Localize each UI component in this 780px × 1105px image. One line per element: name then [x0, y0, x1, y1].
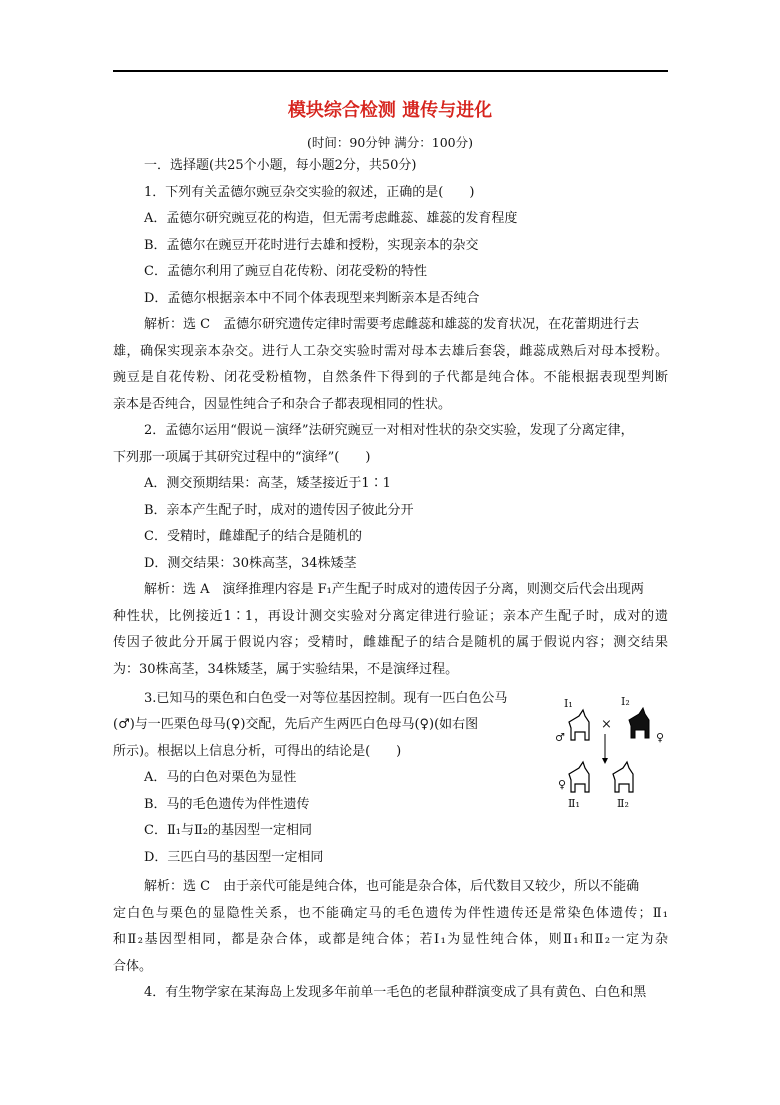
q1-option-c: C．孟德尔利用了豌豆自花传粉、闭花受粉的特性: [144, 264, 427, 279]
female-symbol: ♀: [558, 778, 567, 791]
white-horse-icon: [613, 762, 633, 792]
q2-option-a: A．测交预期结果：高茎，矮茎接近于1∶1: [144, 476, 391, 491]
q2-analysis-line: 传因子彼此分开属于假说内容；受精时，雌雄配子的结合是随机的属于假说内容；测交结果: [113, 635, 668, 650]
q3-stem: 3.已知马的栗色和白色受一对等位基因控制。现有一匹白色公马: [144, 691, 508, 706]
pedigree-figure: [555, 694, 670, 812]
arrow-icon: [602, 758, 608, 764]
q4-stem: 4．有生物学家在某海岛上发现多年前单一毛色的老鼠种群演变成了具有黄色、白色和黑: [144, 985, 647, 1000]
q2-stem: 下列那一项属于其研究过程中的“演绎”( ): [113, 450, 371, 465]
q3-analysis-line: 解析：选 C 由于亲代可能是纯合体，也可能是杂合体，后代数目又较少，所以不能确: [144, 879, 640, 894]
pedigree-drawing: [555, 694, 670, 812]
q3-option-b: B．马的毛色遗传为伴性遗传: [144, 797, 310, 812]
cross-symbol: ×: [601, 717, 612, 732]
label-ii2: Ⅱ₂: [617, 797, 629, 810]
q3-option-d: D．三匹白马的基因型一定相同: [144, 850, 324, 865]
q1-stem: 1．下列有关孟德尔豌豆杂交实验的叙述，正确的是( ): [144, 185, 475, 200]
q3-option-c: C．Ⅱ₁与Ⅱ₂的基因型一定相同: [144, 823, 313, 838]
q2-analysis-line: 解析：选 A 演绎推理内容是 F₁产生配子时成对的遗传因子分离，则测交后代会出现两: [144, 582, 644, 597]
q1-option-a: A．孟德尔研究豌豆花的构造，但无需考虑雌蕊、雄蕊的发育程度: [144, 211, 518, 226]
q3-stem: 所示)。根据以上信息分析，可得出的结论是( ): [113, 744, 402, 759]
q2-analysis-line: 种性状，比例接近1∶1，再设计测交实验对分离定律进行验证；亲本产生配子时，成对的遗: [113, 609, 668, 624]
q2-option-c: C．受精时，雌雄配子的结合是随机的: [144, 529, 362, 544]
label-i1: Ⅰ₁: [564, 697, 573, 710]
q3-option-a: A．马的白色对栗色为显性: [144, 770, 297, 785]
white-horse-icon: [569, 710, 589, 740]
label-ii1: Ⅱ₁: [568, 797, 580, 810]
section-heading: 一．选择题(共25个小题，每小题2分，共50分): [144, 158, 417, 173]
q3-analysis-line: 定白色与栗色的显隐性关系，也不能确定马的毛色遗传为伴性遗传还是常染色体遗传；Ⅱ₁: [113, 906, 668, 921]
q2-analysis-line: 为：30株高茎，34株矮茎，属于实验结果，不是演绎过程。: [113, 662, 459, 677]
page-subtitle: (时间：90分钟 满分：100分): [307, 135, 473, 150]
q1-analysis-line: 解析：选 C 孟德尔研究遗传定律时需要考虑雌蕊和雄蕊的发育状况，在花蕾期进行去: [144, 317, 640, 332]
q3-stem: (♂)与一匹栗色母马(♀)交配，先后产生两匹白色母马(♀)(如右图: [113, 717, 479, 732]
label-i2: Ⅰ₂: [621, 695, 630, 708]
q2-option-b: B．亲本产生配子时，成对的遗传因子彼此分开: [144, 503, 414, 518]
page-title: 模块综合检测 遗传与进化: [287, 100, 493, 121]
dark-horse-icon: [629, 708, 649, 738]
female-symbol: ♀: [656, 731, 665, 744]
q2-stem: 2．孟德尔运用“假说－演绎”法研究豌豆一对相对性状的杂交实验，发现了分离定律，: [144, 423, 634, 438]
q3-analysis-line: 合体。: [113, 959, 153, 974]
q1-option-b: B．孟德尔在豌豆开花时进行去雄和授粉，实现亲本的杂交: [144, 238, 479, 253]
q1-analysis-line: 雄，确保实现亲本杂交。进行人工杂交实验时需对母本去雄后套袋，雌蕊成熟后对母本授粉。: [113, 344, 668, 359]
q1-analysis-line: 亲本是否纯合，因显性纯合子和杂合子都表现相同的性状。: [113, 397, 452, 412]
q1-option-d: D．孟德尔根据亲本中不同个体表现型来判断亲本是否纯合: [144, 291, 480, 306]
q3-analysis-line: 和Ⅱ₂基因型相同，都是杂合体，或都是纯合体；若Ⅰ₁为显性纯合体，则Ⅱ₁和Ⅱ₂一定为杂: [113, 932, 668, 947]
q2-option-d: D．测交结果：30株高茎，34株矮茎: [144, 556, 357, 571]
white-horse-icon: [569, 762, 589, 792]
top-rule: [113, 70, 668, 72]
male-symbol: ♂: [555, 731, 565, 744]
q1-analysis-line: 豌豆是自花传粉、闭花受粉植物，自然条件下得到的子代都是纯合体。不能根据表现型判断: [113, 370, 668, 385]
